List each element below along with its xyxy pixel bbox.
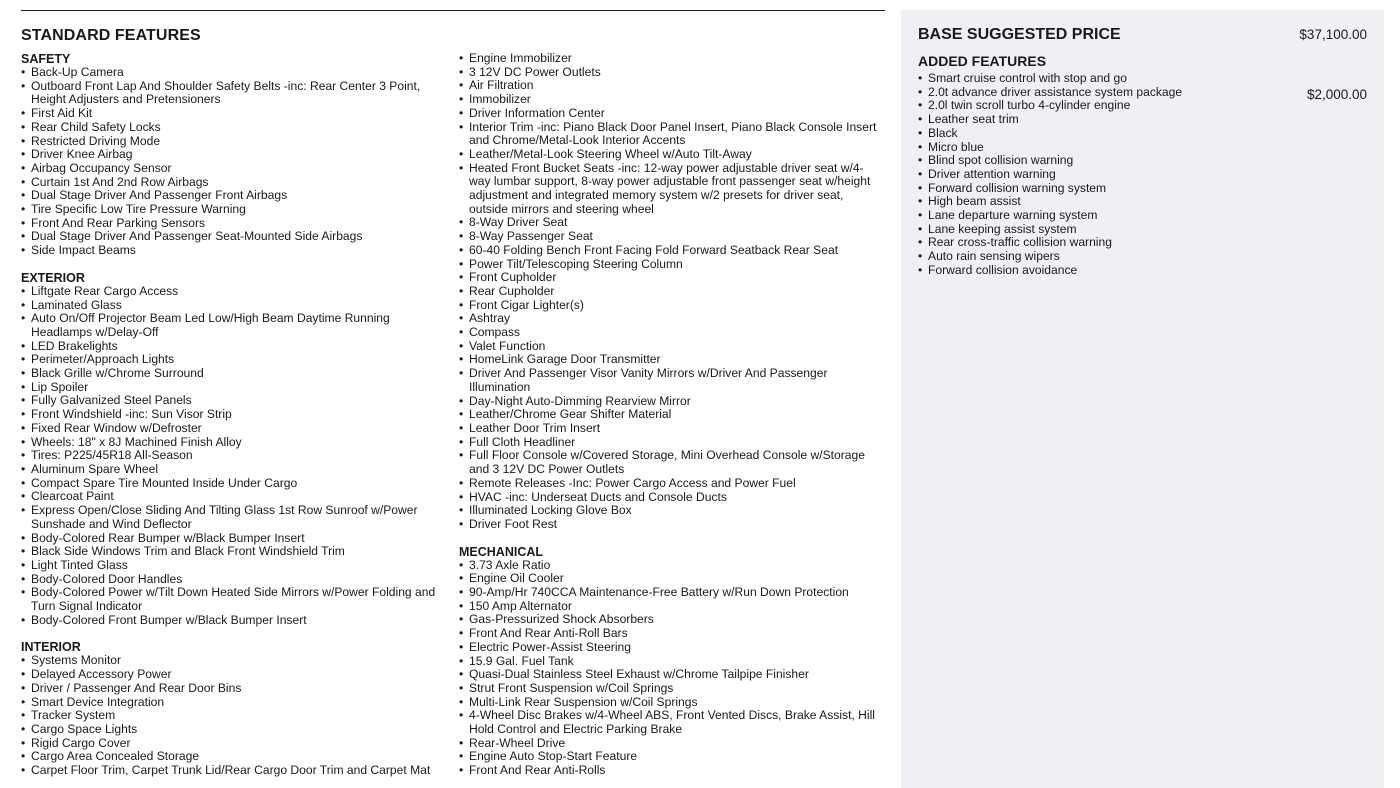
feature-item: • Leather Door Trim Insert [459, 422, 885, 436]
feature-item: • Forward collision warning system [918, 182, 1218, 196]
feature-item: • Lip Spoiler [21, 381, 451, 395]
feature-item: • Cargo Area Concealed Storage [21, 750, 451, 764]
feature-item: • Lane keeping assist system [918, 223, 1218, 237]
feature-item: • Smart cruise control with stop and go [918, 72, 1218, 86]
mechanical-list [459, 559, 885, 778]
interior-section [21, 640, 451, 777]
feature-item: • High beam assist [918, 195, 1218, 209]
exterior-section [21, 271, 451, 628]
mechanical-section [459, 545, 885, 778]
base-price-title: BASE SUGGESTED PRICE [918, 26, 1121, 43]
feature-item: • Fully Galvanized Steel Panels [21, 394, 451, 408]
feature-item: • Tracker System [21, 709, 451, 723]
feature-item: • Light Tinted Glass [21, 559, 451, 573]
added-features-heading: ADDED FEATURES [918, 53, 1047, 69]
feature-item: • Full Cloth Headliner [459, 436, 885, 450]
added-features-list [918, 72, 1218, 278]
feature-item: • Auto rain sensing wipers [918, 250, 1218, 264]
feature-item: • Blind spot collision warning [918, 154, 1218, 168]
feature-item: • Strut Front Suspension w/Coil Springs [459, 682, 885, 696]
pricing-panel [901, 10, 1384, 788]
interior-list-left [21, 654, 451, 777]
feature-item: • Liftgate Rear Cargo Access [21, 285, 451, 299]
feature-item: • 8-Way Driver Seat [459, 216, 885, 230]
feature-item: • 2.0l twin scroll turbo 4-cylinder engine [918, 99, 1218, 113]
feature-item: • Front Windshield -inc: Sun Visor Strip [21, 408, 451, 422]
feature-item: • Engine Immobilizer [459, 52, 885, 66]
feature-item: • Rear Child Safety Locks [21, 121, 451, 135]
base-price-amount: $37,100.00 [1299, 27, 1367, 42]
feature-item: • Micro blue [918, 141, 1218, 155]
features-column-right [459, 52, 885, 778]
feature-item: • Body-Colored Power w/Tilt Down Heated Side Mirrors w/Power Folding and Turn Signal Indicator [21, 586, 451, 613]
feature-item: • Back-Up Camera [21, 66, 451, 80]
feature-item: • Leather/Chrome Gear Shifter Material [459, 408, 885, 422]
feature-item: • Body-Colored Rear Bumper w/Black Bumper Insert [21, 532, 451, 546]
feature-item: • Cargo Space Lights [21, 723, 451, 737]
standard-features-title: STANDARD FEATURES [21, 27, 201, 44]
feature-item: • Forward collision avoidance [918, 264, 1218, 278]
feature-item: • Front And Rear Anti-Roll Bars [459, 627, 885, 641]
feature-item: • Perimeter/Approach Lights [21, 353, 451, 367]
feature-item: • Rigid Cargo Cover [21, 737, 451, 751]
feature-item: • 15.9 Gal. Fuel Tank [459, 655, 885, 669]
feature-item: • Full Floor Console w/Covered Storage, Mini Overhead Console w/Storage and 3 12V DC Power Outlets [459, 449, 885, 476]
feature-item: • Engine Auto Stop-Start Feature [459, 750, 885, 764]
feature-item: • Remote Releases -Inc: Power Cargo Access and Power Fuel [459, 477, 885, 491]
exterior-heading: EXTERIOR [21, 270, 85, 285]
feature-item: • Smart Device Integration [21, 696, 451, 710]
feature-item: • Immobilizer [459, 93, 885, 107]
feature-item: • Multi-Link Rear Suspension w/Coil Springs [459, 696, 885, 710]
feature-item: • Clearcoat Paint [21, 490, 451, 504]
feature-item: • 3 12V DC Power Outlets [459, 66, 885, 80]
feature-item: • Outboard Front Lap And Shoulder Safety Belts -inc: Rear Center 3 Point, Height Adjusters and Pretensioners [21, 80, 451, 107]
feature-item: • Power Tilt/Telescoping Steering Column [459, 258, 885, 272]
feature-item: • Front And Rear Anti-Rolls [459, 764, 885, 778]
feature-item: • 4-Wheel Disc Brakes w/4-Wheel ABS, Front Vented Discs, Brake Assist, Hill Hold Control and Electric Parking Brake [459, 709, 885, 736]
feature-item: • Day-Night Auto-Dimming Rearview Mirror [459, 395, 885, 409]
feature-item: • Carpet Floor Trim, Carpet Trunk Lid/Rear Cargo Door Trim and Carpet Mat [21, 764, 451, 778]
feature-item: • Curtain 1st And 2nd Row Airbags [21, 176, 451, 190]
feature-item: • Engine Oil Cooler [459, 572, 885, 586]
feature-item: • Dual Stage Driver And Passenger Seat-Mounted Side Airbags [21, 230, 451, 244]
feature-item: • Interior Trim -inc: Piano Black Door Panel Insert, Piano Black Console Insert and Chrome/Metal-Look Interior Accents [459, 121, 885, 148]
feature-item: • HomeLink Garage Door Transmitter [459, 353, 885, 367]
feature-item: • 150 Amp Alternator [459, 600, 885, 614]
feature-item: • Rear-Wheel Drive [459, 737, 885, 751]
feature-item: • Ashtray [459, 312, 885, 326]
feature-item: • Delayed Accessory Power [21, 668, 451, 682]
feature-item: • Driver Information Center [459, 107, 885, 121]
feature-item: • Quasi-Dual Stainless Steel Exhaust w/Chrome Tailpipe Finisher [459, 668, 885, 682]
feature-item: • Side Impact Beams [21, 244, 451, 258]
feature-item: • Valet Function [459, 340, 885, 354]
feature-item: • 60-40 Folding Bench Front Facing Fold Forward Seatback Rear Seat [459, 244, 885, 258]
feature-item: • Black Side Windows Trim and Black Front Windshield Trim [21, 545, 451, 559]
feature-item: • 3.73 Axle Ratio [459, 559, 885, 573]
feature-item: • Driver attention warning [918, 168, 1218, 182]
feature-item: • 2.0t advance driver assistance system package [918, 86, 1218, 100]
top-divider [21, 10, 885, 11]
added-package-price: $2,000.00 [1306, 87, 1367, 102]
feature-item: • Compass [459, 326, 885, 340]
feature-item: • Body-Colored Front Bumper w/Black Bumper Insert [21, 614, 451, 628]
feature-item: • Heated Front Bucket Seats -inc: 12-way power adjustable driver seat w/4-way lumbar support, 8-way power adjustable front passenger seat w/height adjustment and integrated memory system w/2 presets for driver seat, outside mirrors and steering wheel [459, 162, 885, 217]
feature-item: • 90-Amp/Hr 740CCA Maintenance-Free Battery w/Run Down Protection [459, 586, 885, 600]
feature-item: • Tire Specific Low Tire Pressure Warning [21, 203, 451, 217]
feature-item: • Lane departure warning system [918, 209, 1218, 223]
feature-item: • Restricted Driving Mode [21, 135, 451, 149]
safety-list [21, 66, 451, 258]
feature-item: • Leather/Metal-Look Steering Wheel w/Auto Tilt-Away [459, 148, 885, 162]
feature-item: • Driver And Passenger Visor Vanity Mirrors w/Driver And Passenger Illumination [459, 367, 885, 394]
mechanical-heading: MECHANICAL [459, 544, 544, 559]
feature-item: • Compact Spare Tire Mounted Inside Under Cargo [21, 477, 451, 491]
feature-item: • Gas-Pressurized Shock Absorbers [459, 613, 885, 627]
interior-section-continued [459, 52, 885, 532]
feature-item: • Driver Foot Rest [459, 518, 885, 532]
feature-item: • Air Filtration [459, 79, 885, 93]
features-column-left [21, 52, 451, 778]
feature-item: • Driver / Passenger And Rear Door Bins [21, 682, 451, 696]
feature-item: • First Aid Kit [21, 107, 451, 121]
feature-item: • Rear Cupholder [459, 285, 885, 299]
feature-item: • LED Brakelights [21, 340, 451, 354]
feature-item: • Tires: P225/45R18 All-Season [21, 449, 451, 463]
interior-heading: INTERIOR [21, 640, 81, 655]
feature-item: • Rear cross-traffic collision warning [918, 236, 1218, 250]
feature-item: • Auto On/Off Projector Beam Led Low/High Beam Daytime Running Headlamps w/Delay-Off [21, 312, 451, 339]
feature-item: • Wheels: 18" x 8J Machined Finish Alloy [21, 436, 451, 450]
safety-section [21, 52, 451, 258]
feature-item: • Leather seat trim [918, 113, 1218, 127]
feature-item: • Airbag Occupancy Sensor [21, 162, 451, 176]
feature-item: • Driver Knee Airbag [21, 148, 451, 162]
feature-item: • Front Cigar Lighter(s) [459, 299, 885, 313]
feature-item: • Front Cupholder [459, 271, 885, 285]
interior-list-right [459, 52, 885, 532]
feature-item: • Electric Power-Assist Steering [459, 641, 885, 655]
feature-item: • Black Grille w/Chrome Surround [21, 367, 451, 381]
feature-item: • Laminated Glass [21, 299, 451, 313]
feature-item: • Aluminum Spare Wheel [21, 463, 451, 477]
feature-item: • Systems Monitor [21, 654, 451, 668]
feature-item: • Illuminated Locking Glove Box [459, 504, 885, 518]
feature-item: • Black [918, 127, 1218, 141]
feature-item: • Express Open/Close Sliding And Tilting Glass 1st Row Sunroof w/Power Sunshade and Wind Deflector [21, 504, 451, 531]
feature-item: • Fixed Rear Window w/Defroster [21, 422, 451, 436]
feature-item: • Body-Colored Door Handles [21, 573, 451, 587]
safety-heading: SAFETY [21, 52, 71, 66]
feature-item: • Front And Rear Parking Sensors [21, 217, 451, 231]
exterior-list [21, 285, 451, 628]
feature-item: • Dual Stage Driver And Passenger Front Airbags [21, 189, 451, 203]
feature-item: • HVAC -inc: Underseat Ducts and Console Ducts [459, 491, 885, 505]
feature-item: • 8-Way Passenger Seat [459, 230, 885, 244]
